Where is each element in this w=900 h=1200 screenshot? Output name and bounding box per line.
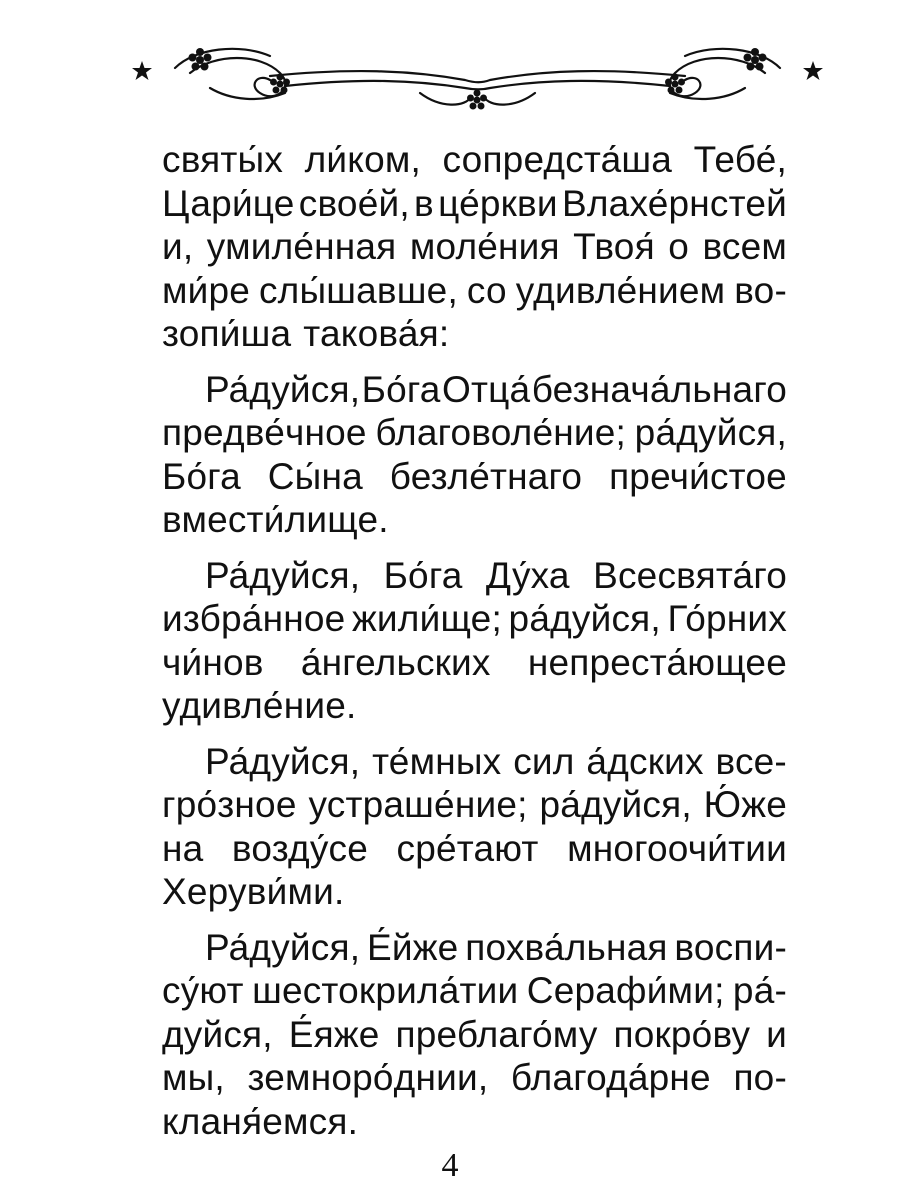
text-line: су́ют шестокрила́тии Серафи́ми; ра́- xyxy=(162,970,787,1011)
paragraph xyxy=(162,740,787,914)
prayer-text xyxy=(162,138,787,1143)
text-line: Херуви́ми. xyxy=(162,871,345,912)
text-line: дуйся, Е́яже преблаго́му покро́ву и xyxy=(162,1013,787,1055)
text-line: святы́х ли́ком, сопредста́ша Тебе́, xyxy=(162,139,787,180)
text-line: предве́чное благоволе́ние; ра́дуйся, xyxy=(162,412,787,453)
text-line: и, умиле́нная моле́ния Твоя́ о всем xyxy=(162,226,787,267)
text-line: на возду́се сре́тают многоочи́тии xyxy=(162,827,787,869)
paragraph xyxy=(162,138,787,356)
text-line: ми́ре слы́шавше, со удивле́нием во- xyxy=(162,269,787,311)
decorative-header-ornament-icon xyxy=(120,38,835,128)
paragraph xyxy=(162,554,787,728)
text-line: удивле́ние. xyxy=(162,685,357,726)
paragraph xyxy=(162,368,787,542)
text-line: гро́зное устраше́ние; ра́дуйся, Ю́же xyxy=(162,784,787,825)
page-number: 4 xyxy=(441,1147,459,1184)
text-line: Ра́дуйся, Бо́га Отца́ безнача́льнаго xyxy=(205,368,787,410)
text-line: Бо́га Сы́на безле́тнаго пречи́стое xyxy=(162,455,787,497)
text-line: Цари́це свое́й, в це́ркви Влахе́рнстей xyxy=(162,182,787,224)
text-line: чи́нов а́нгельских непреста́ющее xyxy=(162,641,787,683)
paragraph xyxy=(162,926,787,1144)
text-line: зопи́ша такова́я: xyxy=(162,313,450,354)
text-line: Ра́дуйся, те́мных сил а́дских все- xyxy=(205,740,787,782)
text-line: кланя́емся. xyxy=(162,1100,359,1142)
text-line: Ра́дуйся, Е́йже похва́льная воспи- xyxy=(205,926,787,968)
text-line: избра́нное жили́ще; ра́дуйся, Го́рних xyxy=(162,598,787,639)
text-line: вмести́лище. xyxy=(162,499,389,540)
text-line: Ра́дуйся, Бо́га Ду́ха Всесвята́го xyxy=(205,554,787,596)
text-line: мы, земноро́днии, благода́рне по- xyxy=(162,1057,787,1098)
